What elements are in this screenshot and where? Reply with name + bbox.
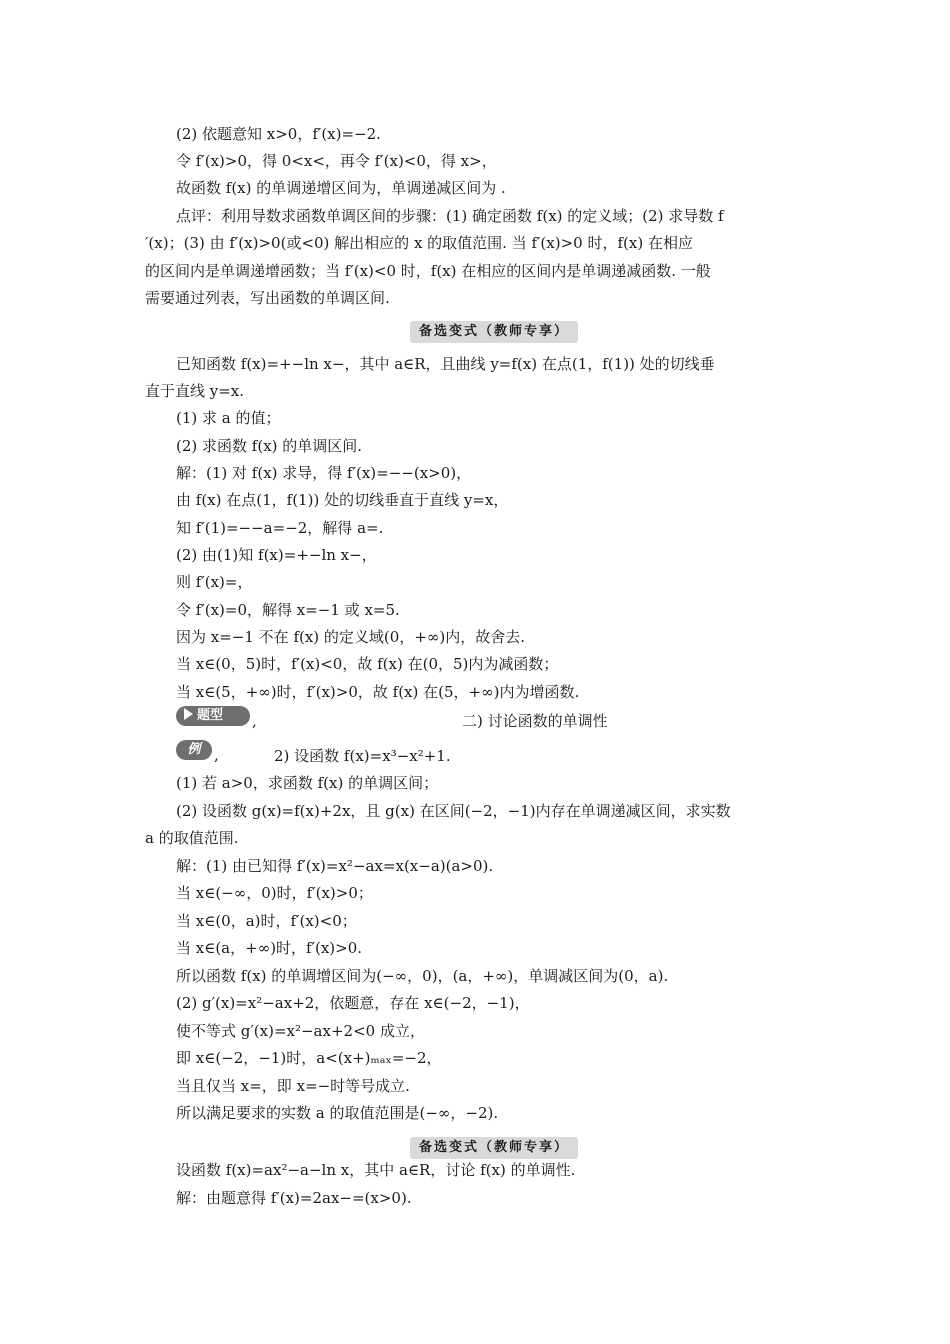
text-line: a 的取值范围. xyxy=(145,829,239,847)
example-text: 2) 设函数 f(x)=x³−x²+1. xyxy=(274,747,451,765)
text-line: 当 x∈(0，5)时，f′(x)<0，故 f(x) 在(0，5)内为减函数； xyxy=(176,655,559,673)
li-comma: , xyxy=(214,746,219,764)
text-line: 的区间内是单调递增函数；当 f′(x)<0 时，f(x) 在相应的区间内是单调递减函数. 一般 xyxy=(145,262,711,280)
text-line: 则 f′(x)=， xyxy=(176,573,253,591)
text-line: (1) 求 a 的值； xyxy=(176,409,281,427)
text-line: 解：由题意得 f′(x)=2ax−=(x>0). xyxy=(176,1189,412,1207)
text-line: (2) 设函数 g(x)=f(x)+2x，且 g(x) 在区间(−2，−1)内存在单调递减区间，求实数 xyxy=(176,802,731,820)
text-line: 当且仅当 x=，即 x=−时等号成立. xyxy=(176,1077,410,1095)
text-line: (2) 依题意知 x>0，f′(x)=−2. xyxy=(176,125,381,143)
text-line: 由 f(x) 在点(1，f(1)) 处的切线垂直于直线 y=x， xyxy=(176,491,509,509)
text-line: 令 f′(x)=0，解得 x=−1 或 x=5. xyxy=(176,601,400,619)
text-line: 知 f′(1)=−−a=−2，解得 a=. xyxy=(176,519,384,537)
text-line: 点评：利用导数求函数单调区间的步骤：(1) 确定函数 f(x) 的定义域；(2) 求导数 f xyxy=(176,207,724,225)
text-line: 使不等式 g′(x)=x²−ax+2<0 成立， xyxy=(176,1022,425,1040)
text-line: (1) 若 a>0，求函数 f(x) 的单调区间； xyxy=(176,774,439,792)
text-line: 直于直线 y=x. xyxy=(145,382,245,400)
text-line: 即 x∈(−2，−1)时，a<(x+)ₘₐₓ=−2， xyxy=(176,1049,442,1067)
text-line: 解：(1) 由已知得 f′(x)=x²−ax=x(x−a)(a>0). xyxy=(176,857,494,875)
text-line: ′(x)；(3) 由 f′(x)>0(或<0) 解出相应的 x 的取值范围. 当 f′(x)>0 时，f(x) 在相应 xyxy=(145,234,693,252)
text-line: 当 x∈(0，a)时，f′(x)<0； xyxy=(176,912,357,930)
text-line: (2) 求函数 f(x) 的单调区间. xyxy=(176,437,363,455)
text-line: 当 x∈(a，+∞)时，f′(x)>0. xyxy=(176,939,363,957)
text-line: 故函数 f(x) 的单调递增区间为，单调递减区间为 . xyxy=(176,179,506,197)
text-line: 设函数 f(x)=ax²−a−ln x，其中 a∈R，讨论 f(x) 的单调性. xyxy=(176,1161,576,1179)
section-title: 二) 讨论函数的单调性 xyxy=(462,712,608,730)
li-badge: 例 xyxy=(176,740,212,760)
text-line: 因为 x=−1 不在 f(x) 的定义域(0，+∞)内，故舍去. xyxy=(176,628,526,646)
text-line: 已知函数 f(x)=+−ln x−，其中 a∈R，且曲线 y=f(x) 在点(1，f(1)) 处的切线垂 xyxy=(176,355,715,373)
text-line: 所以满足要求的实数 a 的取值范围是(−∞，−2). xyxy=(176,1104,499,1122)
text-line: 当 x∈(−∞，0)时，f′(x)>0； xyxy=(176,884,373,902)
section-banner: 备选变式（教师专享） xyxy=(410,321,578,343)
text-line: 令 f′(x)>0，得 0<x<，再令 f′(x)<0，得 x>， xyxy=(176,152,497,170)
text-line: (2) g′(x)=x²−ax+2，依题意，存在 x∈(−2，−1)， xyxy=(176,994,530,1012)
text-line: 解：(1) 对 f(x) 求导，得 f′(x)=−−(x>0)， xyxy=(176,464,472,482)
tixing-comma: , xyxy=(252,712,257,730)
text-line: 所以函数 f(x) 的单调增区间为(−∞，0)，(a，+∞)，单调减区间为(0，a). xyxy=(176,967,669,985)
play-arrow-icon xyxy=(184,708,193,720)
tixing-label: 题型 xyxy=(197,708,224,723)
text-line: (2) 由(1)知 f(x)=+−ln x−， xyxy=(176,546,377,564)
tixing-badge xyxy=(176,706,250,726)
section-banner: 备选变式（教师专享） xyxy=(410,1137,578,1159)
text-line: 当 x∈(5，+∞)时，f′(x)>0，故 f(x) 在(5，+∞)内为增函数. xyxy=(176,683,580,701)
text-line: 需要通过列表，写出函数的单调区间. xyxy=(145,289,390,307)
